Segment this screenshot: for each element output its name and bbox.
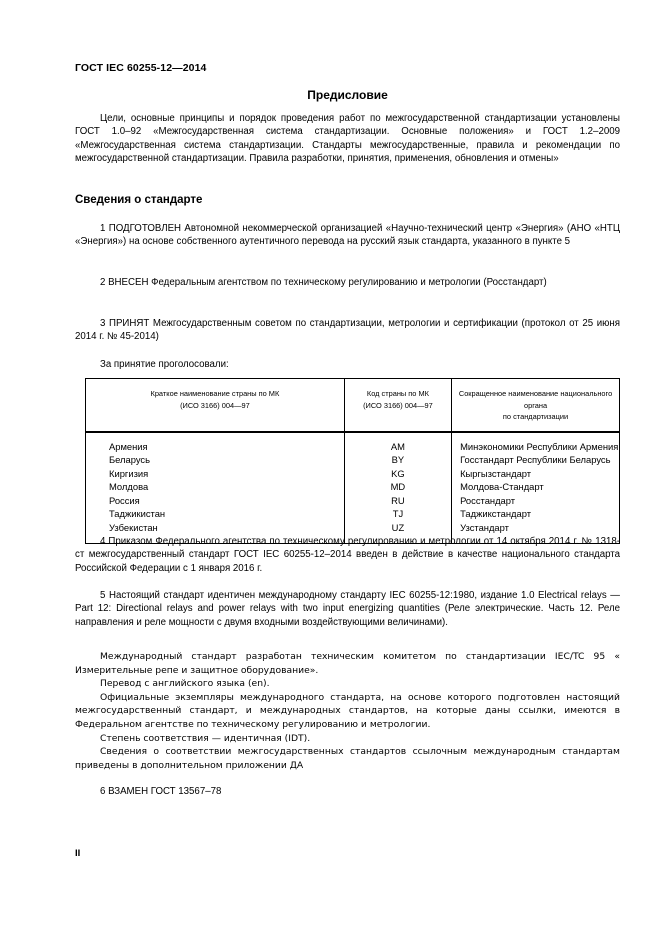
votes-table <box>85 378 620 544</box>
item-5-text: 5 Настоящий стандарт идентичен международному стандарту IEC 60255-12:1980, издание 1.0 Electrical relays — Part 12: Directional relays and power relays with two input energizing quantities (Реле электрические. Часть 12. Реле направления и реле мощности с двумя входными воздействующими величинами). <box>75 590 620 628</box>
table-header-organization-line2: по стандартизации <box>502 412 569 421</box>
section-heading-standard-info: Сведения о стандарте <box>75 194 203 206</box>
table-row <box>86 432 620 544</box>
code-list <box>345 440 451 535</box>
list-item: BY <box>391 454 405 466</box>
running-head: ГОСТ IEC 60255-12—2014 <box>75 62 207 74</box>
list-item: Киргизия <box>109 467 149 479</box>
list-item: Россия <box>109 494 140 506</box>
list-item: UZ <box>391 522 405 534</box>
item-6-text: 6 ВЗАМЕН ГОСТ 13567–78 <box>100 786 222 797</box>
votes-table-head <box>86 379 620 432</box>
table-header-code-line2: (ИСО 3166) 004—97 <box>363 400 433 410</box>
item-3-text: 3 ПРИНЯТ Межгосударственным советом по стандартизации, метрологии и сертификации (протокол от 25 июня 2014 г. № 45-2014) <box>75 318 620 343</box>
list-item: Узбекистан <box>109 522 158 534</box>
table-header-organization-line1: Сокращенное наименование национального органа <box>458 389 613 410</box>
intro-block <box>75 112 620 166</box>
table-cell-codes <box>344 432 451 544</box>
organization-list <box>452 440 619 535</box>
intro-paragraph: Цели, основные принципы и порядок проведения работ по межгосударственной стандартизации установлены ГОСТ 1.0–92 «Межгосударственная система стандартизации. Основные положения» и ГОСТ 1.2–2009 «Межгосударственная система стандартизации. Стандарты межгосударственные, правила и рекомендации по межгосударственной стандартизации. Правила разработки, принятия, применения, обновления и отмены» <box>75 113 620 165</box>
item-1-text: 1 ПОДГОТОВЛЕН Автономной некоммерческой организацией «Научно-технический центр «Энергия» (АНО «НТЦ «Энергия») на основе собственного аутентичного перевода на русский язык стандарта, указанного в пункте 5 <box>75 223 620 248</box>
list-item: Таджикстандарт <box>460 508 532 520</box>
list-item: RU <box>391 494 405 506</box>
item-5-note-1: Международный стандарт разработан техническим комитетом по стандартизации IEC/TC 95 « Измерительные репе и защитное оборудование». <box>75 651 620 676</box>
country-list <box>86 440 344 535</box>
standard-info-item-1 <box>75 222 620 249</box>
list-item: KG <box>391 467 405 479</box>
list-item: Молдова-Стандарт <box>460 481 544 493</box>
list-item: MD <box>390 481 406 493</box>
votes-table-body <box>86 432 620 544</box>
page-number: II <box>75 848 81 859</box>
item-5-note-5: Сведения о соответствии межгосударственных стандартов ссылочным международным стандартам приведены в дополнительном приложении ДА <box>75 746 620 771</box>
item-5-note-4: Степень соответствия — идентичная (IDT). <box>100 732 311 744</box>
table-header-row <box>86 379 620 432</box>
list-item: Армения <box>109 440 148 452</box>
table-cell-countries <box>86 432 345 544</box>
list-item: Молдова <box>109 481 149 493</box>
table-header-country-line2: (ИСО 3166) 004—97 <box>180 400 250 410</box>
list-item: Кыргызстандарт <box>460 467 532 479</box>
standard-info-item-5 <box>75 589 620 629</box>
list-item: Беларусь <box>109 454 151 466</box>
table-header-country-line1: Краткое наименование страны по МК <box>150 389 280 398</box>
standard-info-item-2 <box>75 276 620 289</box>
standard-info-heading-block <box>75 194 620 206</box>
table-header-organization <box>452 379 620 432</box>
standard-info-item-6 <box>75 785 620 798</box>
table-header-country <box>86 379 345 432</box>
table-header-code-line1: Код страны по МК <box>366 389 429 398</box>
list-item: AM <box>390 440 405 452</box>
item-5-note-3: Официальные экземпляры международного стандарта, на основе которого подготовлен настоящий межгосударственный стандарт, и международных стандартов, на которые даны ссылки, имеются в Федеральном агентстве по техническому регулированию и метрологии. <box>75 691 620 730</box>
table-header-code <box>344 379 451 432</box>
list-item: TJ <box>392 508 404 520</box>
standard-info-item-3 <box>75 317 620 344</box>
list-item: Минэкономики Республики Армения <box>460 440 619 452</box>
standard-info-item-5-notes <box>75 650 620 772</box>
list-item: Госстандарт Республики Беларусь <box>460 454 611 466</box>
list-item: Росстандарт <box>460 494 516 506</box>
vote-intro-block <box>75 358 620 371</box>
item-2-text: 2 ВНЕСЕН Федеральным агентством по техническому регулированию и метрологии (Росстандарт) <box>100 277 547 288</box>
item-5-note-2: Перевод с английского языка (en). <box>100 678 270 690</box>
list-item: Таджикистан <box>109 508 166 520</box>
vote-intro-text: За принятие проголосовали: <box>100 359 229 370</box>
standard-info-item-4 <box>75 535 620 575</box>
table-cell-organizations <box>452 432 620 544</box>
page-title: Предисловие <box>307 88 388 102</box>
item-4-text: 4 Приказом Федерального агентства по техническому регулированию и метрологии от 14 октября 2014 г. № 1318-ст межгосударственный стандарт ГОСТ IEC 60255-12–2014 введен в действие в качестве национального стандарта Российской Федерации с 1 января 2016 г. <box>75 536 620 574</box>
list-item: Узстандарт <box>460 522 509 534</box>
